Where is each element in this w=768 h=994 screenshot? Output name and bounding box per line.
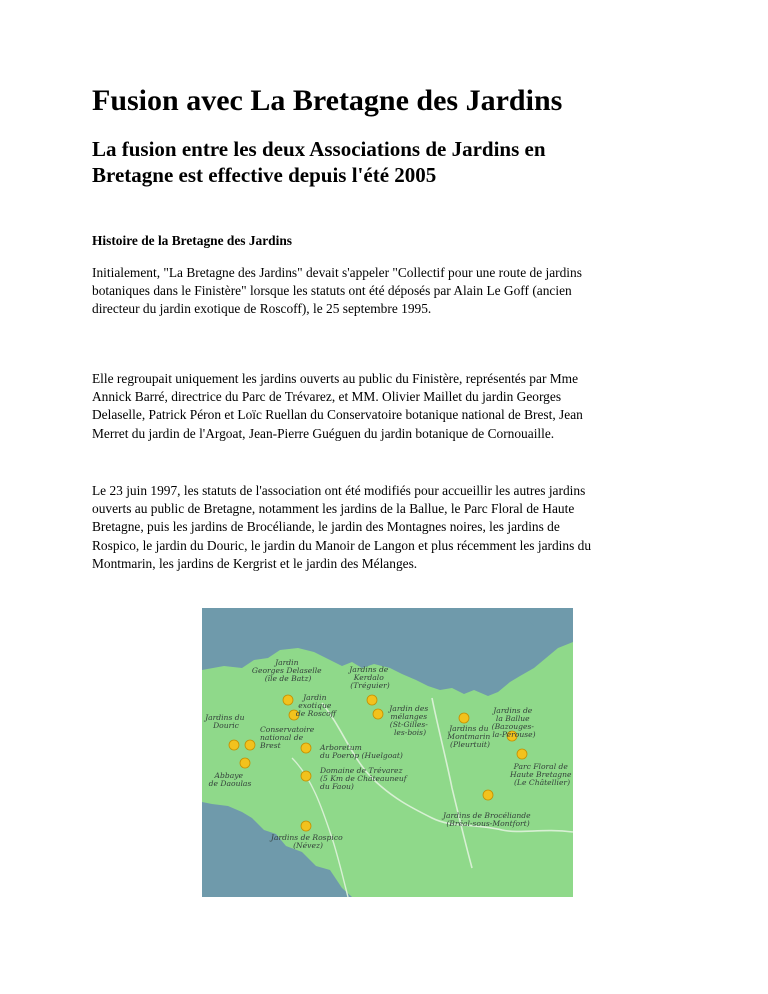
- section-heading: Histoire de la Bretagne des Jardins: [92, 233, 292, 248]
- label-douric: Jardins du Douric: [205, 713, 245, 730]
- paragraph-line: Bretagne, puis les jardins de Brocéliande, le jardin des Montagnes noires, les jardins de: [92, 519, 560, 535]
- map-sea-right: [520, 608, 573, 644]
- paragraph-line: Initialement, "La Bretagne des Jardins" devait s'appeler "Collectif pour une route de jardins: [92, 265, 582, 280]
- paragraph-line: Elle regroupait uniquement les jardins ouverts au public du Finistère, représentés par Mme: [92, 371, 579, 386]
- page-subtitle: [92, 136, 652, 188]
- marker-trevarez[interactable]: [301, 771, 311, 781]
- marker-daoulas[interactable]: [240, 758, 250, 768]
- marker-broceliande[interactable]: [483, 790, 493, 800]
- label-ballue: Jardins de la Ballue (Bazouges- la-Pérouse): [491, 706, 536, 739]
- label-montmarin: Jardins du Montmarin (Pleurtuit): [447, 724, 491, 749]
- paragraph-line: Delaselle, Patrick Péron et Loïc Ruellan du Conservatoire botanique national de Brest, Jean: [92, 407, 583, 423]
- subtitle-line-2: Bretagne est effective depuis l'été 2005: [92, 163, 437, 187]
- label-brest: Conservatoire national de Brest: [260, 725, 315, 750]
- subtitle-line-1: La fusion entre les deux Associations de Jardins en: [92, 137, 546, 161]
- marker-brest[interactable]: [245, 740, 255, 750]
- label-delaselle: Jardin Georges Delaselle (île de Batz): [251, 658, 322, 683]
- label-parc-floral: Parc Floral de Haute Bretagne (Le Châtellier): [510, 762, 572, 787]
- gardens-map: [202, 608, 573, 897]
- page-title: Fusion avec La Bretagne des Jardins: [92, 84, 563, 117]
- label-kerdalo: Jardins de Kerdalo (Tréguier): [349, 665, 390, 690]
- marker-douric[interactable]: [229, 740, 239, 750]
- paragraph-line: Montmarin, les jardins de Kergrist et le jardin des Mélanges.: [92, 555, 418, 571]
- marker-poerop[interactable]: [301, 743, 311, 753]
- paragraph-2: [92, 370, 682, 443]
- marker-rospico[interactable]: [301, 821, 311, 831]
- map-canvas: [202, 608, 573, 897]
- paragraph-line: Merret du jardin de l'Argoat, Jean-Pierre Guéguen du jardin botanique de Cornouaille.: [92, 425, 555, 441]
- paragraph-line: directeur du jardin exotique de Roscoff), le 25 septembre 1995.: [92, 301, 432, 317]
- label-broceliande: Jardins de Brocéliande (Bréal-sous-Montfort): [442, 811, 531, 828]
- marker-montmarin[interactable]: [459, 713, 469, 723]
- label-poerop: Arboretum du Poerop (Huelgoat): [320, 743, 403, 760]
- label-roscoff: Jardin exotique de Roscoff: [295, 693, 337, 718]
- paragraph-1: [92, 264, 682, 319]
- paragraph-line: botaniques dans le Finistère" lorsque les statuts ont été déposés par Alain Le Goff (ancien: [92, 283, 572, 299]
- label-rospico: Jardins de Rospico (Névez): [270, 833, 343, 850]
- paragraph-line: Le 23 juin 1997, les statuts de l'association ont été modifiés pour accueillir les autres jardins: [92, 483, 586, 498]
- paragraph-line: ouverts au public de Bretagne, notamment les jardins de la Ballue, le Parc Floral de Haute: [92, 501, 575, 517]
- label-trevarez: Domaine de Trévarez (5 Km de Châteauneuf du Faou): [320, 766, 407, 791]
- label-daoulas: Abbaye de Daoulas: [208, 771, 252, 788]
- marker-kerdalo[interactable]: [367, 695, 377, 705]
- paragraph-line: Rospico, le jardin du Douric, le jardin du Manoir de Langon et plus récemment les jardins du: [92, 537, 592, 553]
- label-melanges: Jardin des mélanges (St-Gilles- les-bois): [389, 704, 429, 737]
- paragraph-line: Annick Barré, directrice du Parc de Trévarez, et MM. Olivier Maillet du jardin Georges: [92, 389, 562, 405]
- marker-melanges[interactable]: [373, 709, 383, 719]
- paragraph-3: [92, 482, 682, 573]
- marker-parc-floral[interactable]: [517, 749, 527, 759]
- marker-delaselle[interactable]: [283, 695, 293, 705]
